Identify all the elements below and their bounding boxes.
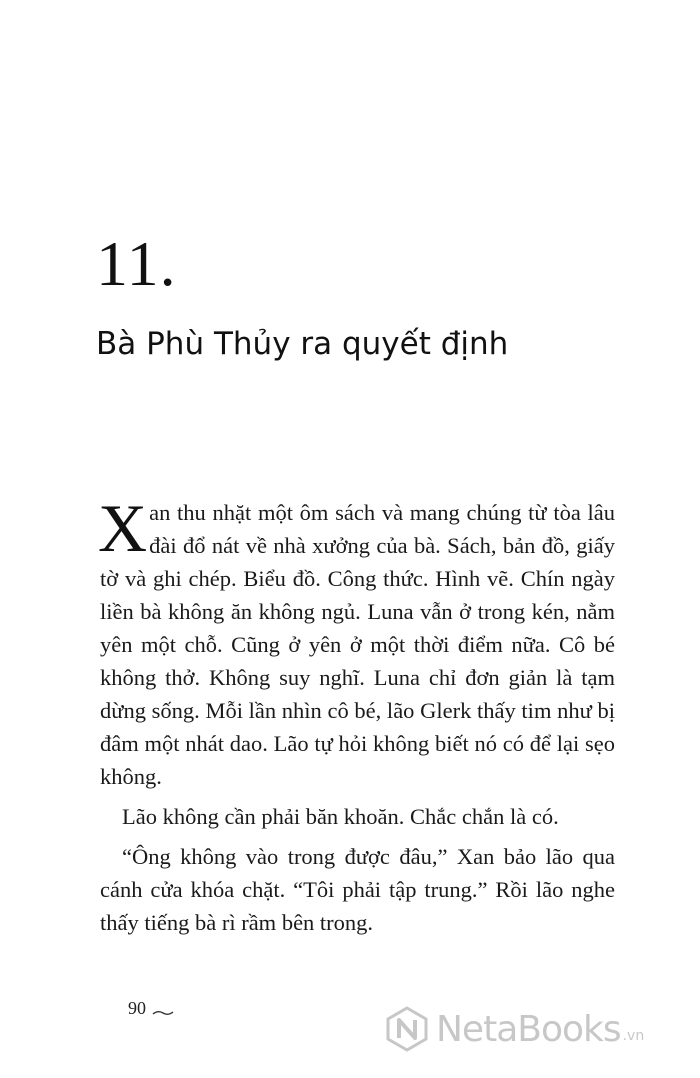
watermark [384,1006,644,1052]
watermark-brand: NetaBooks [436,1008,621,1050]
chapter-body [98,490,615,939]
page-ornament-icon [152,1009,174,1017]
watermark-suffix: .vn [622,1028,645,1044]
paragraph-3: “Ông không vào trong được đâu,” Xan bảo lão qua cánh cửa khóa chặt. “Tôi phải tập trung.” Rồi lão nghe thấy tiếng bà rì rầm bên trong. [100,844,615,935]
paragraph-1 [98,490,615,793]
chapter-title: Bà Phù Thủy ra quyết định [96,326,509,362]
paragraph-2: Lão không cần phải băn khoăn. Chắc chắn là có. [122,804,559,829]
chapter-number: 11. [96,228,177,299]
paragraph-1-text: an thu nhặt một ôm sách và mang chúng từ tòa lâu đài đổ nát về nhà xưởng của bà. Sách, bản đồ, giấy tờ và ghi chép. Biểu đồ. Công thức. Hình vẽ. Chín ngày liền bà không ăn không ngủ. Luna vẫn ở trong kén, nằm yên một chỗ. Cũng ở yên ở một thời điểm nữa. Cô bé không thở. Không suy nghĩ. Luna chỉ đơn giản là tạm dừng sống. Mỗi lần nhìn cô bé, lão Glerk thấy tim như bị đâm một nhát dao. Lão tự hỏi không biết nó có để lại sẹo không. [100,500,615,789]
drop-cap: X [98,490,148,566]
netabooks-logo-icon [384,1006,430,1052]
page-number: 90 [128,998,146,1018]
